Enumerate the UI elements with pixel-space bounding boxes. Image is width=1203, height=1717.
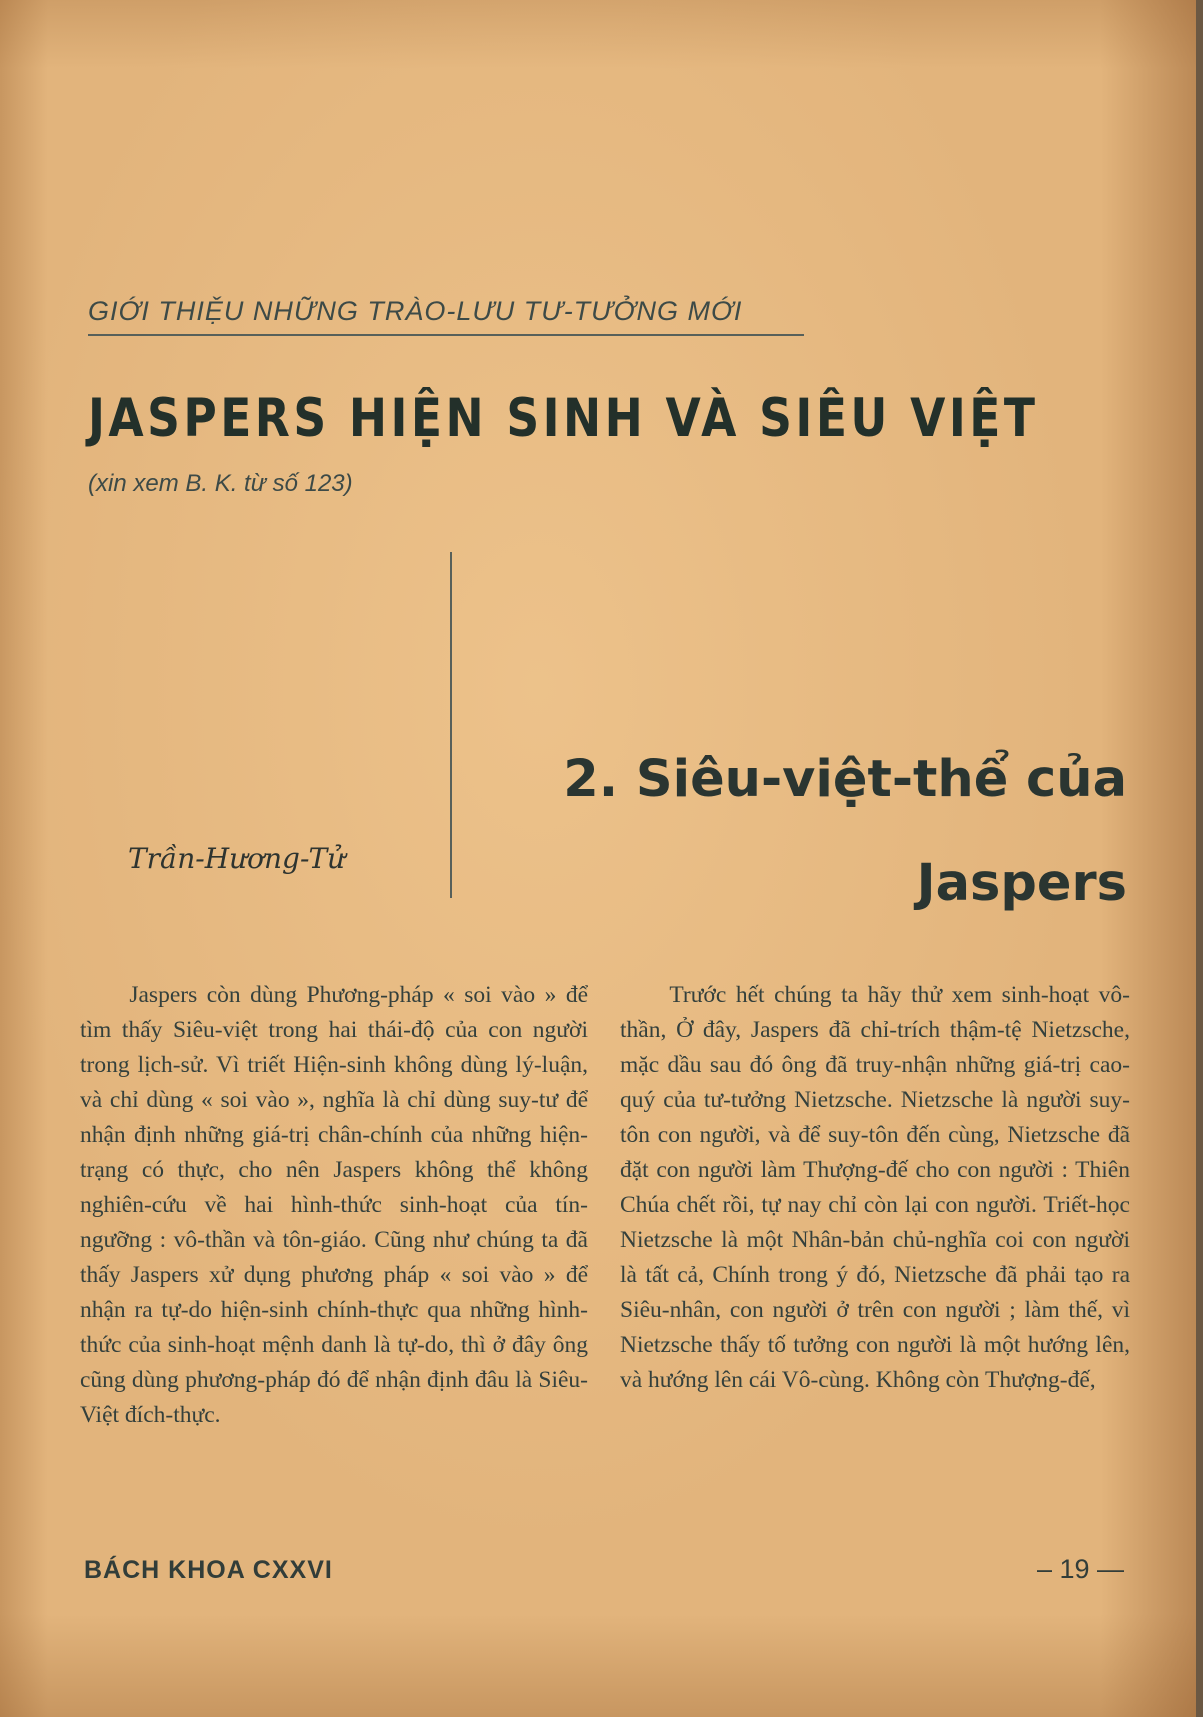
kicker-underline bbox=[88, 334, 804, 336]
vertical-divider bbox=[450, 552, 452, 898]
magazine-footer: BÁCH KHOA CXXVI bbox=[84, 1556, 333, 1584]
left-column-text: Jaspers còn dùng Phương-pháp « soi vào » để tìm thấy Siêu-việt trong hai thái-độ của con người trong lịch-sử. Vì triết Hiện-sinh không dùng lý-luận, và chỉ dùng « soi vào », nghĩa là chỉ dùng suy-tư để nhận định những giá-trị chân-chính của những hiện-trạng có thực, cho nên Jaspers không thể không nghiên-cứu về hai hình-thức sinh-hoạt của tín-ngưỡng : vô-thần và tôn-giáo. Cũng như chúng ta đã thấy Jaspers xử dụng phương pháp « soi vào » để nhận ra tự-do hiện-sinh chính-thực qua những hình-thức của sinh-hoạt mệnh danh là tự-do, thì ở đây ông cũng dùng phương-pháp đó để nhận định đâu là Siêu-Việt đích-thực. bbox=[80, 982, 588, 1428]
author-signature: Trần-Hương-Tử bbox=[128, 842, 346, 875]
right-column-text: Trước hết chúng ta hãy thử xem sinh-hoạt vô-thần, Ở đây, Jaspers đã chỉ-trích thậm-tệ Nietzsche, mặc dầu sau đó ông đã truy-nhận những giá-trị cao-quý của tư-tưởng Nietzsche. Nietzsche là người suy-tôn con người, và để suy-tôn đến cùng, Nietzsche đã đặt con người làm Thượng-đế cho con người : Thiên Chúa chết rồi, tự nay chỉ còn lại con người. Triết-học Nietzsche là một Nhân-bản chủ-nghĩa coi con người là tất cả, Chính trong ý đó, Nietzsche đã phải tạo ra Siêu-nhân, con người ở trên con người ; làm thế, vì Nietzsche thấy tố tưởng con người là một hướng lên, và hướng lên cái Vô-cùng. Không còn Thượng-đế, bbox=[620, 982, 1130, 1393]
article-headline: JASPERS HIỆN SINH VÀ SIÊU VIỆT bbox=[88, 388, 1039, 449]
right-column bbox=[620, 978, 1130, 1398]
scan-edge bbox=[1196, 0, 1203, 1717]
section-title: 2. Siêu-việt-thể của Jaspers bbox=[563, 750, 1127, 913]
series-kicker: GIỚI THIỆU NHỮNG TRÀO-LƯU TƯ-TƯỞNG MỚI bbox=[88, 296, 743, 326]
issue-reference: (xin xem B. K. từ số 123) bbox=[88, 470, 353, 497]
left-column bbox=[80, 978, 588, 1433]
page-number: – 19 — bbox=[1036, 1554, 1124, 1584]
